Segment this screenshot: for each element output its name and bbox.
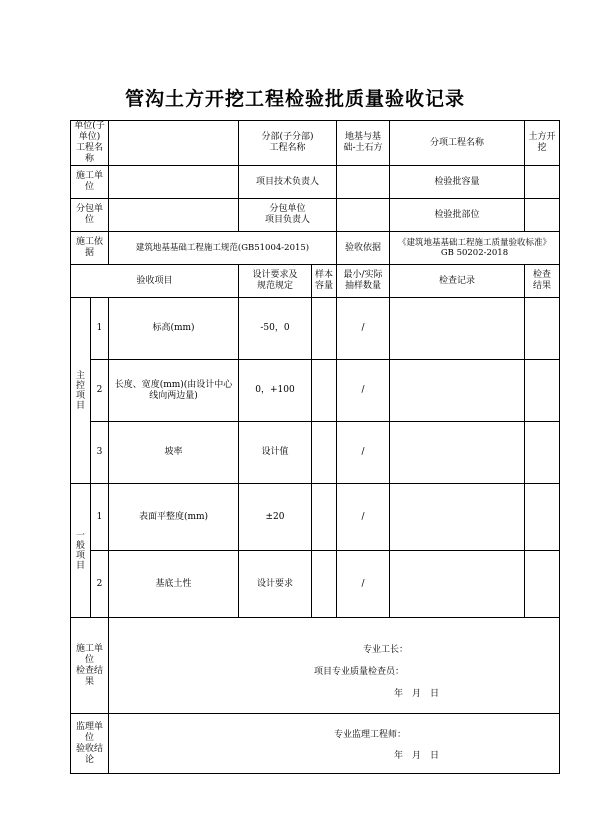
- col-check-result: 检查 结果: [525, 265, 560, 298]
- quality-inspector-label: 项目专业质量检查员：: [314, 667, 405, 677]
- check-result-cell[interactable]: [525, 551, 560, 618]
- subcontractor-label: 分包单位: [71, 199, 109, 232]
- sample-ratio: /: [337, 484, 390, 551]
- acceptance-basis-value: 《建筑地基基础工程施工质量验收标准》GB 50202-2018: [390, 232, 560, 265]
- sample-capacity-cell[interactable]: [312, 484, 337, 551]
- unit-name-value[interactable]: [109, 121, 239, 166]
- check-result-cell[interactable]: [525, 484, 560, 551]
- check-record-cell[interactable]: [390, 422, 525, 484]
- item-no: 1: [91, 484, 109, 551]
- item-name-value[interactable]: 土方开挖: [525, 121, 560, 166]
- batch-capacity-label: 检验批容量: [390, 166, 525, 199]
- check-record-cell[interactable]: [390, 551, 525, 618]
- supervision-check-area[interactable]: [109, 714, 560, 774]
- construction-date: 年 月 日: [394, 689, 440, 699]
- item-no: 3: [91, 422, 109, 484]
- sample-capacity-cell[interactable]: [312, 360, 337, 422]
- page-title: 管沟土方开挖工程检验批质量验收记录: [124, 88, 465, 110]
- sample-ratio: /: [337, 551, 390, 618]
- item-name: 标高(mm): [109, 298, 239, 360]
- check-record-cell[interactable]: [390, 298, 525, 360]
- item-no: 1: [91, 298, 109, 360]
- item-name: 坡率: [109, 422, 239, 484]
- acceptance-basis-label: 验收依据: [337, 232, 390, 265]
- check-result-cell[interactable]: [525, 298, 560, 360]
- acceptance-record-table: [70, 120, 560, 774]
- col-requirement: 设计要求及 规范规定: [239, 265, 312, 298]
- item-name: 长度、宽度(mm)(由设计中心线向两边量): [109, 360, 239, 422]
- table-row: [71, 360, 560, 422]
- col-min-actual: 最小/实际 抽样数量: [337, 265, 390, 298]
- item-name: 表面平整度(mm): [109, 484, 239, 551]
- item-no: 2: [91, 551, 109, 618]
- tech-lead-value[interactable]: [337, 166, 390, 199]
- sample-ratio: /: [337, 298, 390, 360]
- sub-division-value[interactable]: 地基与基础-土石方: [337, 121, 390, 166]
- item-requirement: 0，+100: [239, 360, 312, 422]
- basis-value: 建筑地基基础工程施工规范(GB51004-2015): [109, 232, 337, 265]
- table-row: [71, 422, 560, 484]
- sample-capacity-cell[interactable]: [312, 551, 337, 618]
- check-result-cell[interactable]: [525, 360, 560, 422]
- col-check-record: 检查记录: [390, 265, 525, 298]
- item-no: 2: [91, 360, 109, 422]
- sample-ratio: /: [337, 360, 390, 422]
- table-row: [71, 298, 560, 360]
- table-row: [71, 484, 560, 551]
- table-row: [71, 551, 560, 618]
- item-name-label: 分项工程名称: [390, 121, 525, 166]
- construction-unit-label: 施工单位: [71, 166, 109, 199]
- general-group-label: 一般项目: [71, 484, 91, 618]
- item-requirement: 设计要求: [239, 551, 312, 618]
- item-requirement: ±20: [239, 484, 312, 551]
- tech-lead-label: 项目技术负责人: [239, 166, 337, 199]
- col-sample-capacity: 样本 容量: [312, 265, 337, 298]
- batch-capacity-value[interactable]: [525, 166, 560, 199]
- col-item: 验收项目: [71, 265, 239, 298]
- sub-division-label: 分部(子分部) 工程名称: [239, 121, 337, 166]
- item-requirement: -50，0: [239, 298, 312, 360]
- unit-name-label: 单位(子单位) 工程名称: [71, 121, 109, 166]
- item-requirement: 设计值: [239, 422, 312, 484]
- sample-capacity-cell[interactable]: [312, 422, 337, 484]
- check-record-cell[interactable]: [390, 484, 525, 551]
- subcontractor-value[interactable]: [109, 199, 239, 232]
- item-name: 基底土性: [109, 551, 239, 618]
- construction-check-label: 施工单位 检查结果: [71, 618, 109, 714]
- sub-lead-label: 分包单位 项目负责人: [239, 199, 337, 232]
- supervision-date: 年 月 日: [394, 751, 440, 761]
- check-result-cell[interactable]: [525, 422, 560, 484]
- sub-lead-value[interactable]: [337, 199, 390, 232]
- construction-unit-value[interactable]: [109, 166, 239, 199]
- sample-capacity-cell[interactable]: [312, 298, 337, 360]
- sample-ratio: /: [337, 422, 390, 484]
- main-group-label: 主控项目: [71, 298, 91, 484]
- check-record-cell[interactable]: [390, 360, 525, 422]
- basis-label: 施工依据: [71, 232, 109, 265]
- batch-location-value[interactable]: [525, 199, 560, 232]
- supervision-check-label: 监理单位 验收结论: [71, 714, 109, 774]
- construction-check-area[interactable]: [109, 618, 560, 714]
- foreman-signature-label: 专业工长：: [363, 645, 409, 655]
- batch-location-label: 检验批部位: [390, 199, 525, 232]
- supervising-engineer-label: 专业监理工程师：: [334, 730, 407, 740]
